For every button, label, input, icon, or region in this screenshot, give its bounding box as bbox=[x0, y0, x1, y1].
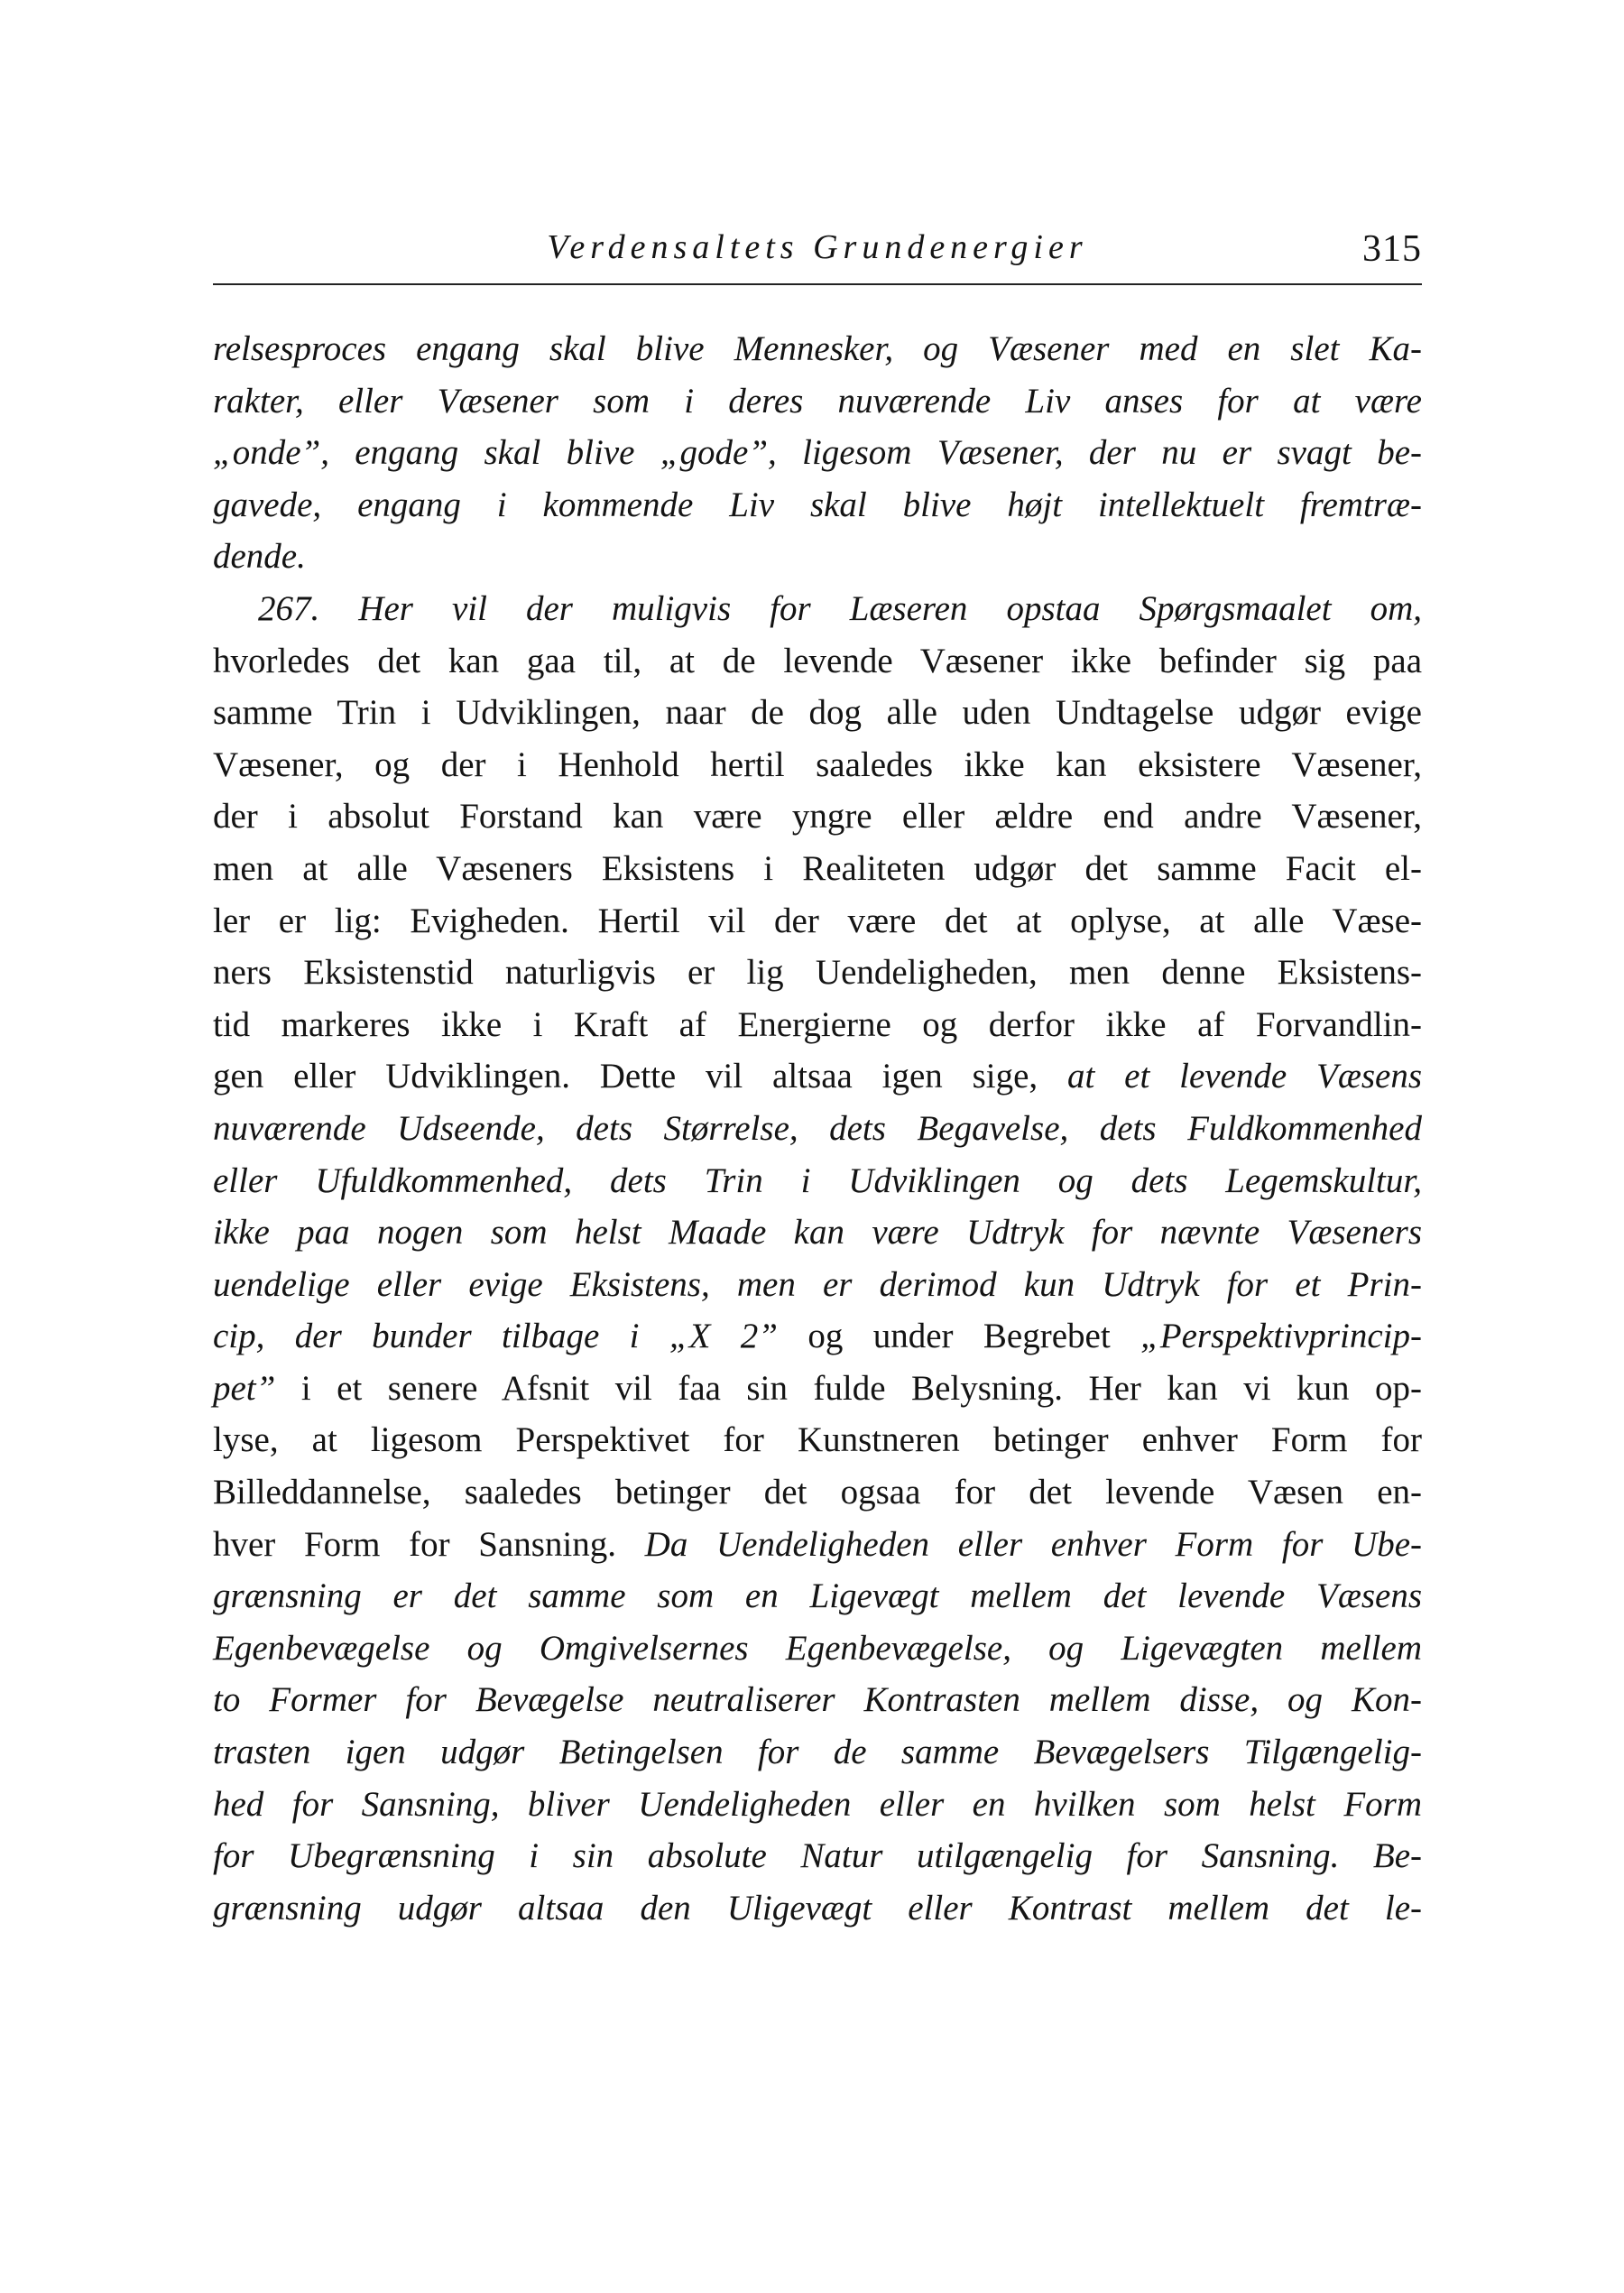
text-line: grænsning er det samme som en Ligevægt mellem det levende Væsens bbox=[213, 1576, 1422, 1616]
text-line bbox=[213, 1310, 1422, 1363]
text-line: nuværende Udseende, dets Størrelse, dets Begavelse, dets Fuldkommenhed bbox=[213, 1108, 1422, 1148]
text-run-italic: at et levende Væsens bbox=[1067, 1057, 1423, 1096]
text-line: gavede, engang i kommende Liv skal blive højt intellektuelt fremtræ- bbox=[213, 485, 1422, 524]
text-line bbox=[213, 1050, 1422, 1103]
text-line: Billeddannelse, saaledes betinger det ogsaa for det levende Væsen en- bbox=[213, 1473, 1422, 1512]
text-line: Egenbevægelse og Omgivelsernes Egenbevægelse, og Ligevægten mellem bbox=[213, 1628, 1422, 1668]
text-run: og under Begrebet bbox=[807, 1317, 1111, 1356]
running-header bbox=[213, 227, 1422, 280]
text-line: dende. bbox=[213, 537, 306, 577]
page-number: 315 bbox=[1362, 228, 1422, 270]
text-run: hver Form for Sansning. bbox=[213, 1524, 616, 1564]
text-line: uendelige eller evige Eksistens, men er derimod kun Udtryk for et Prin- bbox=[213, 1264, 1422, 1304]
text-line: tid markeres ikke i Kraft af Energierne og derfor ikke af Forvandlin- bbox=[213, 1004, 1422, 1044]
text-line: samme Trin i Udviklingen, naar de dog alle uden Undtagelse udgør evige bbox=[213, 693, 1422, 733]
text-line: to Former for Bevægelse neutraliserer Kontrasten mellem disse, og Kon- bbox=[213, 1680, 1422, 1720]
text-line: „onde”, engang skal blive „gode”, ligesom Væsener, der nu er svagt be- bbox=[213, 433, 1422, 473]
text-line bbox=[213, 583, 1422, 635]
text-run-italic: Da Uendeligheden eller enhver Form for Ube- bbox=[644, 1524, 1422, 1564]
text-line: ners Eksistenstid naturligvis er lig Uendeligheden, men denne Eksistens- bbox=[213, 953, 1422, 993]
text-line: ikke paa nogen som helst Maade kan være Udtryk for nævnte Væseners bbox=[213, 1213, 1422, 1253]
text-run: gen eller Udviklingen. Dette vil altsaa igen sige, bbox=[213, 1057, 1038, 1096]
text-run-italic: cip, der bunder tilbage i „X 2” bbox=[213, 1317, 778, 1356]
text-run-italic: „Perspektivprincip- bbox=[1140, 1317, 1422, 1356]
text-line: eller Ufuldkommenhed, dets Trin i Udviklingen og dets Legemskultur, bbox=[213, 1160, 1422, 1200]
text-line: relsesproces engang skal blive Mennesker, og Væsener med en slet Ka- bbox=[213, 329, 1422, 368]
text-line: hvorledes det kan gaa til, at de levende Væsener ikke befinder sig paa bbox=[213, 641, 1422, 680]
text-line: lyse, at ligesom Perspektivet for Kunstneren betinger enhver Form for bbox=[213, 1420, 1422, 1460]
text-line: hed for Sansning, bliver Uendeligheden eller en hvilken som helst Form bbox=[213, 1784, 1422, 1824]
text-line bbox=[213, 1363, 1422, 1415]
text-line: Væsener, og der i Henhold hertil saaledes ikke kan eksistere Væsener, bbox=[213, 744, 1422, 784]
text-line: rakter, eller Væsener som i deres nuværende Liv anses for at være bbox=[213, 381, 1422, 421]
body-text bbox=[213, 323, 1422, 1934]
text-line: men at alle Væseners Eksistens i Realiteten udgør det samme Facit el- bbox=[213, 848, 1422, 888]
running-title: Verdensaltets Grundenergier bbox=[547, 228, 1088, 266]
text-run-italic: pet” bbox=[213, 1368, 276, 1408]
text-line bbox=[213, 1519, 1422, 1571]
header-rule bbox=[213, 283, 1422, 285]
text-run: i et senere Afsnit vil faa sin fulde Belysning. Her kan vi kun op- bbox=[300, 1368, 1422, 1408]
paragraph-number: 267. Her vil der muligvis for Læseren opstaa Spørgsmaalet om, bbox=[258, 588, 1422, 628]
text-line: grænsning udgør altsaa den Uligevægt eller Kontrast mellem det le- bbox=[213, 1888, 1422, 1928]
text-line: for Ubegrænsning i sin absolute Natur utilgængelig for Sansning. Be- bbox=[213, 1836, 1422, 1876]
text-line: trasten igen udgør Betingelsen for de samme Bevægelsers Tilgængelig- bbox=[213, 1733, 1422, 1772]
text-line: der i absolut Forstand kan være yngre eller ældre end andre Væsener, bbox=[213, 797, 1422, 837]
text-line: ler er lig: Evigheden. Hertil vil der være det at oplyse, at alle Væse- bbox=[213, 901, 1422, 940]
